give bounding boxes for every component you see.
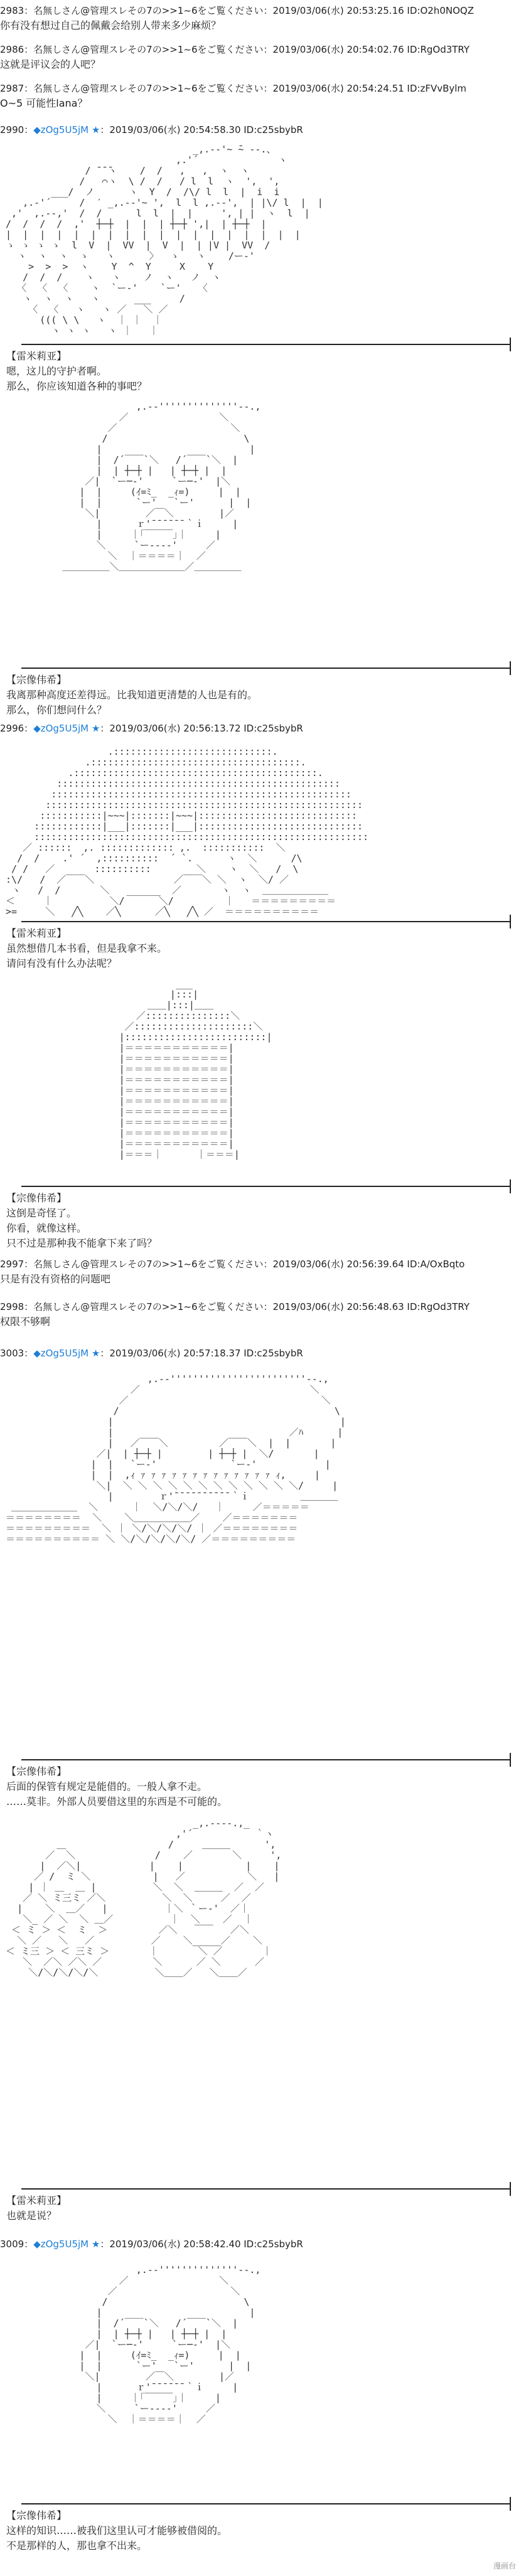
post-2983 [0, 4, 526, 34]
ascii-art-bookshelf: ___ |:::| ＿＿|:::|＿＿ ／:::::::::::::::＼ ／:::::::::::::::::::::＼ |:::::::::::::::::::::::::| |＝＝＝＝＝＝＝＝＝＝＝| |＝＝＝＝＝＝＝＝＝＝＝| |＝＝＝＝＝＝＝＝＝＝＝| |＝＝＝＝＝＝＝＝＝＝＝| |＝＝＝＝＝＝＝＝＝＝＝| |＝＝＝＝＝＝＝＝＝＝＝| |＝＝＝＝＝＝＝＝＝＝＝| |＝＝＝＝＝＝＝＝＝＝＝| |＝＝＝＝＝＝＝＝＝＝＝| |＝＝＝＝＝＝＝＝＝＝＝| |＝＝＝｜ ｜＝＝＝| [119, 979, 272, 1160]
caption-remilia-1: 【雷米莉亚】 嗯，这儿的守护者啊。 那么，你应该知道各种的事吧？ [6, 350, 148, 392]
post-meta: ：2019/03/06(水) 20:57:18.37 ID:c25sbybR [100, 1348, 303, 1359]
divider [21, 1186, 511, 1187]
post-header: 2998：名無しさん@管理スレその7の>>1~6をご覧ください：2019/03/06(水) 20:56:48.63 ID:RgOd3TRY [0, 1301, 470, 1312]
post-meta: ：2019/03/06(水) 20:54:58.30 ID:c25sbybR [100, 124, 303, 136]
post-body: 只是有没有资格的问题吧 [0, 1273, 111, 1285]
post-meta: ：2019/03/06(水) 20:56:13.72 ID:c25sbybR [100, 723, 303, 734]
author-name[interactable]: ◆zOg5U5jM [33, 124, 89, 136]
caption-munakata-2: 【宗像伟希】 这倒是奇怪了。 你看，就像这样。 只不过是那种我不能拿下来了吗？ [6, 1192, 158, 1249]
caption-munakata-1: 【宗像伟希】 我离那种高度还差得远。比我知道更清楚的人也是有的。 那么，你们想问什么？ [6, 674, 258, 716]
ascii-art-munakata-3: ,.-‐''''''''''''''‐-., ／ ＼ ／ ＼ / \ | | | /´￣￣`＼ /´￣￣`＼ | | | ┼─┼ | | ┼─┼ | | ／| `ー─‐' `ー─‐' |＼ | | (ｲ=ﾐ_ _ｨ=) | | | | `ー' `ー' | | ＼| ／￣＼ |／ | ｒ'¯¯¯¯¯¯｀ｉ | | ｜｢￣￣￣｣｜ | ＼ `ー‐‐‐‐' ／ ＼ ｜＝＝＝＝｜ ／ [79, 2265, 261, 2425]
divider [21, 344, 511, 345]
post-3003 [0, 1346, 526, 1360]
star-icon: ★ [91, 1348, 100, 1359]
post-meta: ：2019/03/06(水) 20:58:42.40 ID:c25sbybR [100, 2238, 303, 2250]
post-body: 权限不够啊 [0, 1316, 51, 1328]
author-name[interactable]: ◆zOg5U5jM [33, 1348, 89, 1359]
post-header [0, 721, 526, 735]
divider [21, 921, 511, 922]
post-2986 [0, 43, 526, 73]
post-header: 2983：名無しさん@管理スレその7の>>1~6をご覧ください：2019/03/06(水) 20:53:25.16 ID:O2h0NOQZ [0, 5, 474, 16]
divider [21, 2503, 511, 2504]
star-icon: ★ [91, 723, 100, 734]
post-header: 2997：名無しさん@管理スレその7の>>1~6をご覧ください：2019/03/06(水) 20:56:39.64 ID:A/OxBqto [0, 1259, 465, 1270]
post-body: O~5 可能性lana？ [0, 97, 88, 109]
caption-munakata-4: 【宗像伟希】 这样的知识……被我们这里认可才能够被借阅的。 不是那样的人，那也拿不出来。 [6, 2509, 228, 2552]
post-body: 这就是评议会的人吧？ [0, 58, 101, 70]
ascii-art-library-scene: .::::::::::::::::::::::::::::. .:::::::::::::::::::::::::::::::::::::. .:::::::::::::::::::::::::::::::::::::::::::. :::::::::::::::::::::::::::::::::::::::::::::::::: ::::::::::::::::::::::::::::::::::::::::::::::::::::: :::::::::::::::::::::::::::::::::::::::::::::::::::::::: :::::::::::|~~~|:::::::|~~~|:::::::::::::::::::::::::::: ::::::::::::|___|:::::::|___|::::::::::::::::::::::::::::: ::::::::::::::::::::::::::::::::::::::::::::::::::::::::::: ／ :::::: ,. ::::::::::::: ,. ::::::::::: ＼ / / .' ´ ,:::::::::: ´ `. ヽ ＼ /\ / / ／ :::::::::: ＼ ヽ ＼ / \ :\/ / ／￣￣＼ ／￣￣＼ ＼ ヽ ＼/ ／ ヽ / / ＼ ______ ／ ヽ ヽ ＿＿＿＿＿＿＿ ＜ ｜ ＼/ ＼/ ｜ ＝＝＝＝＝＝＝＝＝ >= ＼ ╱╲ ／╲ ／╲ ╱╲ ／ ＝＝＝＝＝＝＝＝＝＝ [6, 747, 368, 917]
ascii-art-remilia-2: _,.-‐‐-.,_ ,'´ ｀ヽ ＿ / ＿＿＿ ', ／ ＼ / ／ ＼ ', | ／＼| | | | | ／ / ミ ＼ | ／ ＼ | | ｜ ＿ ＿ | ＼ ＼ ＿＿＿ ／ ／ ／ ＼ ミ三ミ ／＼ ＼ ＼ ／ ／ | ＼ ＿／ | ｜＼ ｀ー‐' ／｜ ＼_ ／ ＼ ＼ ＿／ ｜ ＼ ／ ｜ ＜ ミ ＞ ＜ ミ ＞ ／＼ ￣￣ ／＼ ＼ ／ ＼ ／ ／ ＼_____／ ＼ ＜ ミ三 ＞ ＜ 三ミ ＞ ｜ ＼ ／ ｜ ＼ ／＼ ／＼ ／ ＼ ／ ＼ ／ ＼/＼/＼/＼/＼ ＼＿＿／ ＼＿＿／ [6, 1818, 282, 1978]
post-header [0, 123, 526, 137]
post-number: 3003： [0, 1348, 34, 1359]
post-3009 [0, 2237, 526, 2251]
divider [21, 668, 511, 669]
ascii-art-munakata-2: ,.-‐''''''''''''''''''''''''‐-., ／ ＼ ／ ＼ / \ | | | ／ﾊ | | ／￣￣＼ ／￣￣＼ | | | ／| | ┼─┼ | | ┼─┼ | ＼/ | | | `ー‐' `ー‐' | | | ,ｨ ｧ ｧ ｧ ｧ ｧ ｧ ｧ ｧ ｧ ｧ ｧ ｧ ｧ ｨ, | ＼| ＼ ＼ ＼ ＼ ＼ ＼ ＼ ＼ ＼ ＼ ＼ ＼/ | | ｒ'¯¯¯¯¯¯¯¯¯¯｀ｉ ＿＿＿＿ ＿＿＿＿＿＿＿ ＼ ｜ ＼/＼/＼/ ｜ ／＝＝＝＝＝ ＝＝＝＝＝＝＝＝ ＼ ＼＿＿＿＿＿＿／ ／＝＝＝＝＝＝＝ ＝＝＝＝＝＝＝＝＝ ＼ ｜ ＼/＼/＼/＼/ ｜ ／＝＝＝＝＝＝＝＝ ＝＝＝＝＝＝＝＝＝＝ ＼ ＼/＼/＼/＼/＼/ ／＝＝＝＝＝＝＝＝＝ [6, 1374, 346, 1545]
post-number: 3009： [0, 2238, 34, 2250]
caption-remilia-3: 【雷米莉亚】 也就是说？ [6, 2195, 67, 2222]
post-header [0, 2237, 526, 2251]
star-icon: ★ [91, 2238, 100, 2250]
post-body: 你有没有想过自己的佩戴会给别人带来多少麻烦？ [0, 19, 222, 31]
post-2987 [0, 82, 526, 112]
post-2998 [0, 1300, 526, 1330]
ascii-art-character-1: _,.-‐'~ ̄~ ‐-.、 ,.'´ ヽ / ̄ ̄ ̄ヽ / / , , ヽ ヽ / ⌒ヽ \ / / / l l ヽ ', ', ___/ ノ ヽ Y / /\/ l l | i i ,.-'´ / ′ _,.-‐'~ ', l l ,.-‐', | |\/ l | | ,' ,.-‐,' / / l l | | ', | | ヽ l | / / / / ,' ┼─┼ | | | ┼─┼ ',| | ┼─┼ | | | | | | | | | | | | | | | | | | | ゝ ゝ ゝ ゝ l V | VV | V | | |V | VV / ヽ ヽ ヽ ゝ ヽ 〉 ゝ ヽ /ー‐' > > > ヽ Y ^ Y X Y / / / ヽ ヽ ノ ヽ ノ ヽ 〈 〈 〈 ヽ `ー‐' `ー' 〈 ヽ ヽ ヽ ヽ ___ / 〈 〈 ヽ ヽ ／ ＼ ／ ((( \ \ ヽ ｜ ｜ ｜ ヽ ヽ ヽ ヽ ｜ ｜ [6, 144, 323, 336]
author-name[interactable]: ◆zOg5U5jM [33, 2238, 89, 2250]
post-number: 2990： [0, 124, 34, 136]
author-name[interactable]: ◆zOg5U5jM [33, 723, 89, 734]
post-header [0, 1346, 526, 1360]
post-2997 [0, 1257, 526, 1287]
star-icon: ★ [91, 124, 100, 136]
post-number: 2996： [0, 723, 34, 734]
caption-munakata-3: 【宗像伟希】 后面的保管有规定是能借的。一般人拿不走。 ……莫非。外部人员要借这里的东西是不可能的。 [6, 1765, 228, 1807]
post-header: 2987：名無しさん@管理スレその7の>>1~6をご覧ください：2019/03/06(水) 20:54:24.51 ID:zFVvBylm [0, 83, 467, 94]
watermark-logo: 漫画台 [490, 2559, 520, 2572]
divider [21, 1759, 511, 1760]
post-header: 2986：名無しさん@管理スレその7の>>1~6をご覧ください：2019/03/06(水) 20:54:02.76 ID:RgOd3TRY [0, 44, 470, 55]
post-2990 [0, 123, 526, 137]
divider [21, 2188, 511, 2190]
ascii-art-munakata-1: ,.-‐''''''''''''''‐-., ／ ＼ ／ ＼ / \ | | | /´￣￣`＼ /´￣￣`＼ | | | ┼─┼ | | ┼─┼ | | ／| `ー─‐' `ー─‐' |＼ | | (ｲ=ﾐ_ _ｨ=) | | | | `ー' `ー' | | ＼| ／￣＼ |／ | ｒ'¯¯¯¯¯¯｀ｉ | | ｜｢￣￣￣｣｜ | ＼ `ー‐‐‐‐' ／ ＼ ｜＝＝＝＝｜ ／ ＿＿＿＿＿＼＿＿＿＿＿＿＿／＿＿＿＿＿ [62, 402, 261, 572]
post-2996 [0, 721, 526, 735]
caption-remilia-2: 【雷米莉亚】 虽然想借几本书看，但是我拿不来。 请问有没有什么办法呢？ [6, 927, 168, 969]
